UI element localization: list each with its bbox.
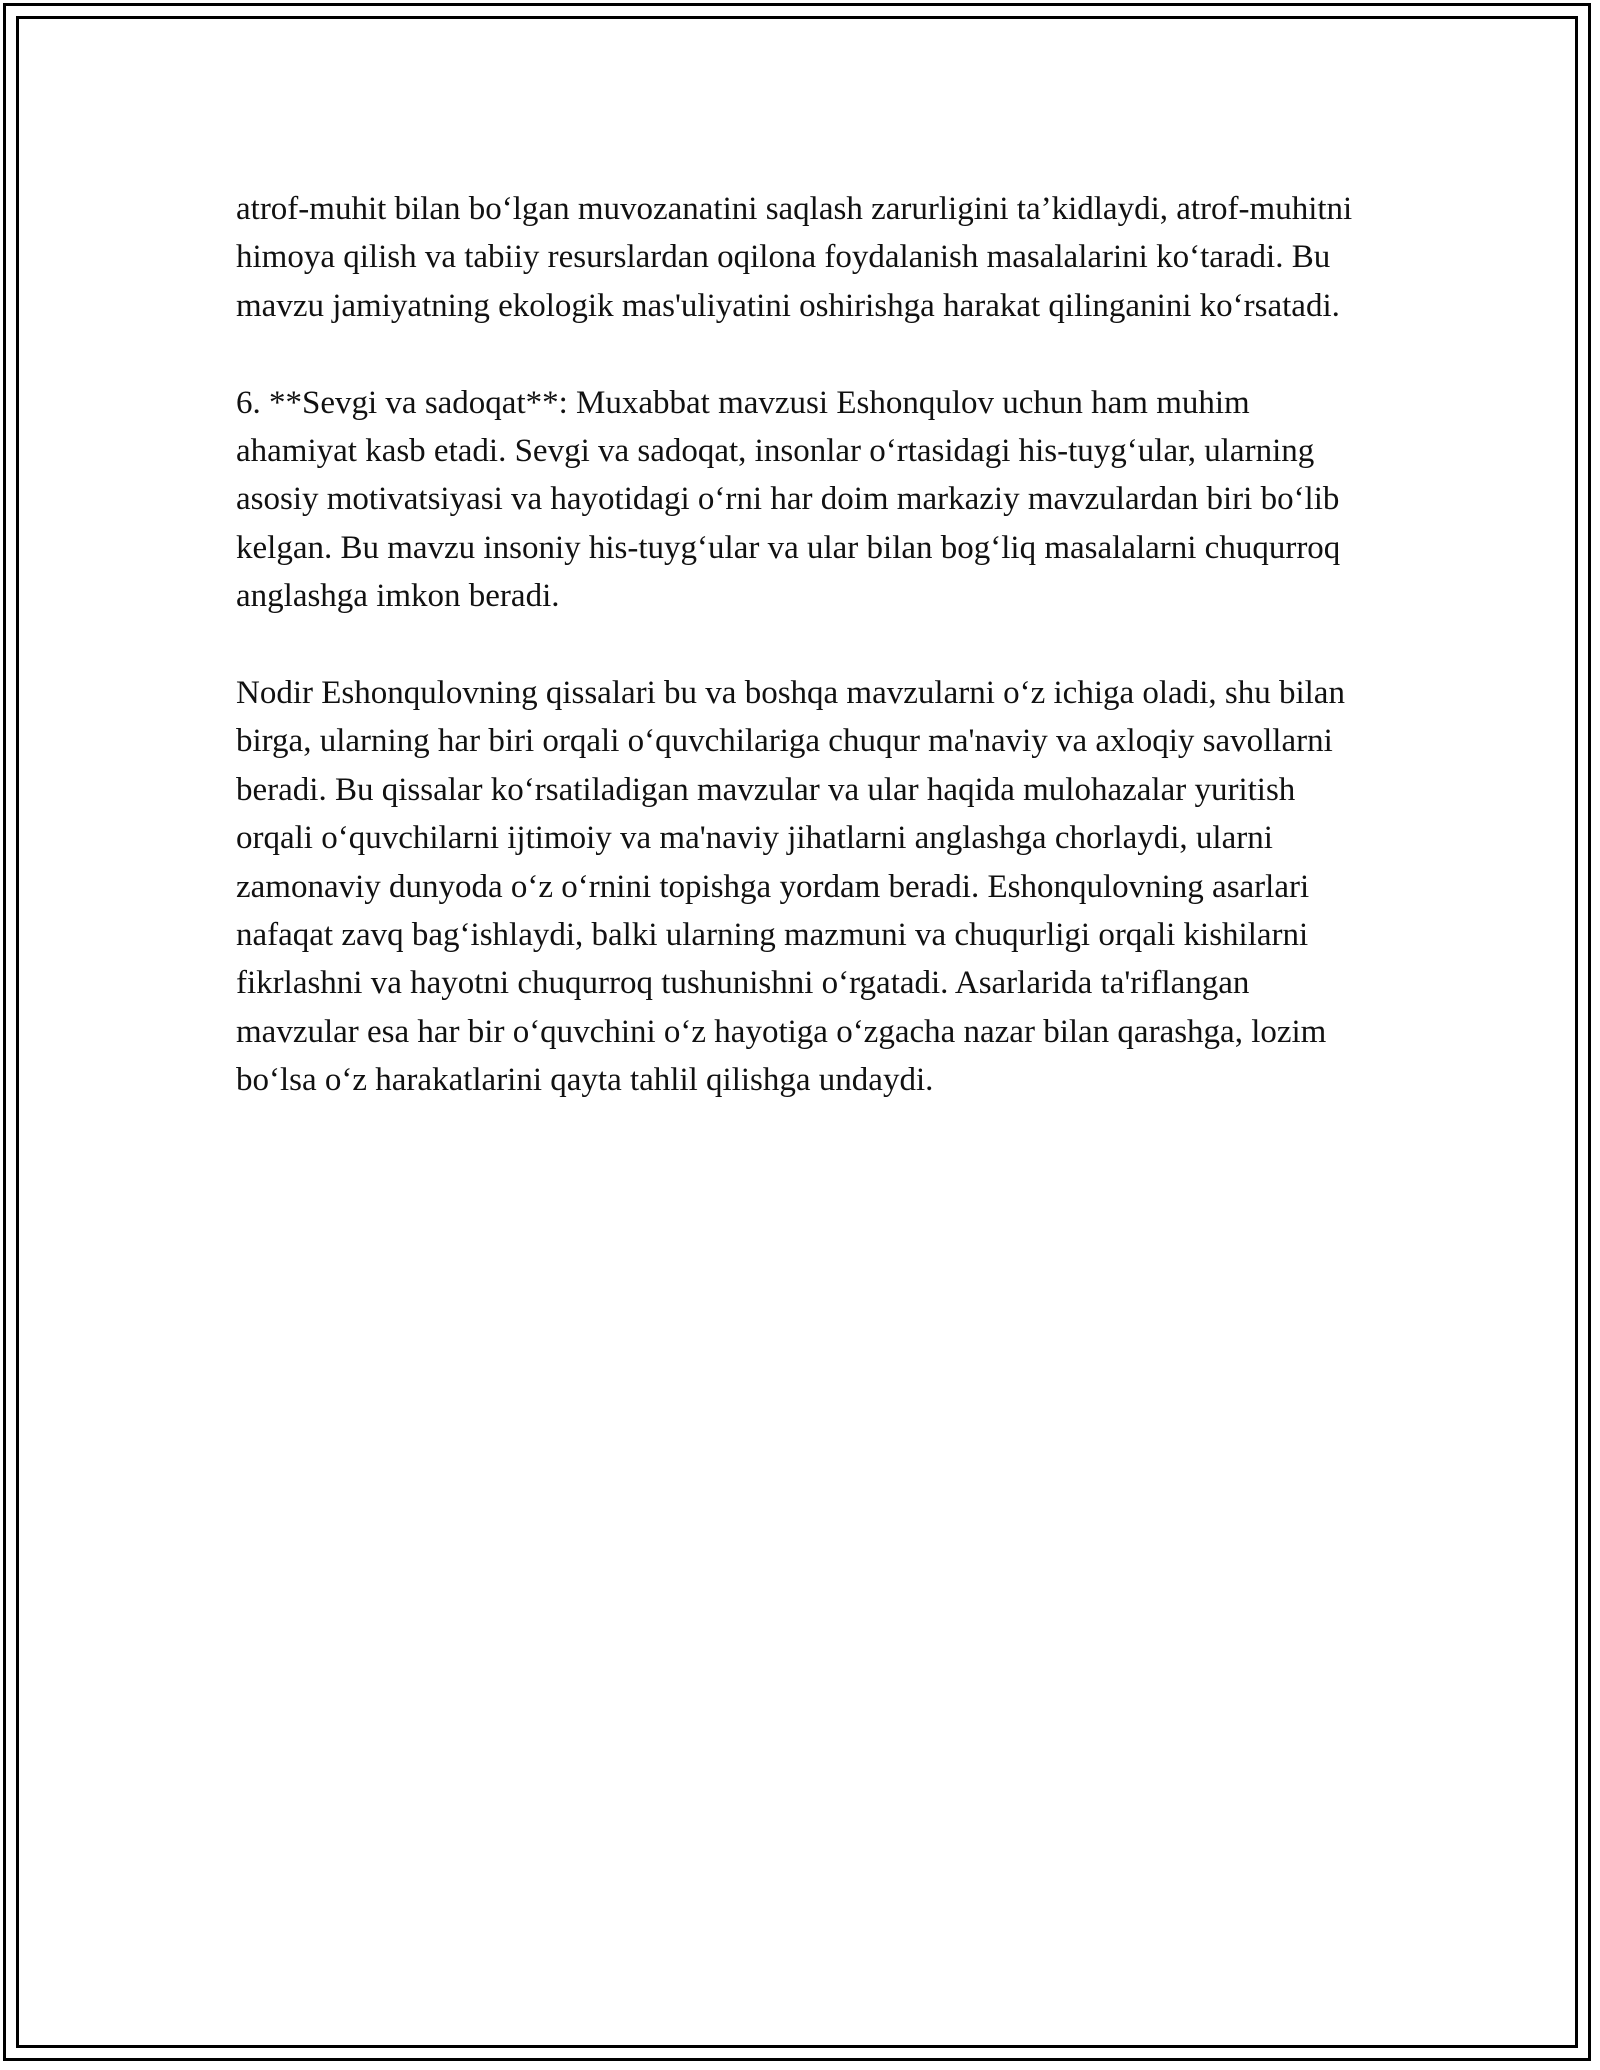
paragraph-love-and-loyalty: 6. **Sevgi va sadoqat**: Muxabbat mavzusi Eshonqulov uchun ham muhim ahamiyat kasb etadi. Sevgi va sadoqat, insonlar o‘rtasidagi his-tuyg‘ular, ularning asosiy motivatsiyasi va hayotidagi o‘rni har doim markaziy mavzulardan biri bo‘lib kelgan. Bu mavzu insoniy his-tuyg‘ular va ular bilan bog‘liq masalalarni chuqurroq anglashga imkon beradi.	[236, 384, 1341, 615]
document-body	[236, 185, 1376, 1153]
paragraph-conclusion: Nodir Eshonqulovning qissalari bu va boshqa mavzularni o‘z ichiga oladi, shu bilan birga, ularning har biri orqali o‘quvchilariga chuqur ma'naviy va axloqiy savollarni beradi. Bu qissalar ko‘rsatiladigan mavzular va ular haqida mulohazalar yuritish orqali o‘quvchilarni ijtimoiy va ma'naviy jihatlarni anglashga chorlaydi, ularni zamonaviy dunyoda o‘z o‘rnini topishga yordam beradi. Eshonqulovning asarlari nafaqat zavq bag‘ishlaydi, balki ularning mazmuni va chuqurligi orqali kishilarni fikrlashni va hayotni chuqurroq tushunishni o‘rgatadi. Asarlarida ta'riflangan mavzular esa har bir o‘quvchini o‘z hayotiga o‘zgacha nazar bilan qarashga, lozim bo‘lsa o‘z harakatlarini qayta tahlil qilishga undaydi.	[236, 675, 1345, 1099]
paragraph-environment-continuation: atrof-muhit bilan bo‘lgan muvozanatini saqlash zarurligini ta’kidlaydi, atrof-muhitni himoya qilish va tabiiy resurslardan oqilona foydalanish masalalarini ko‘taradi. Bu mavzu jamiyatning ekologik mas'uliyatini oshirishga harakat qilinganini ko‘rsatadi.	[236, 191, 1353, 324]
